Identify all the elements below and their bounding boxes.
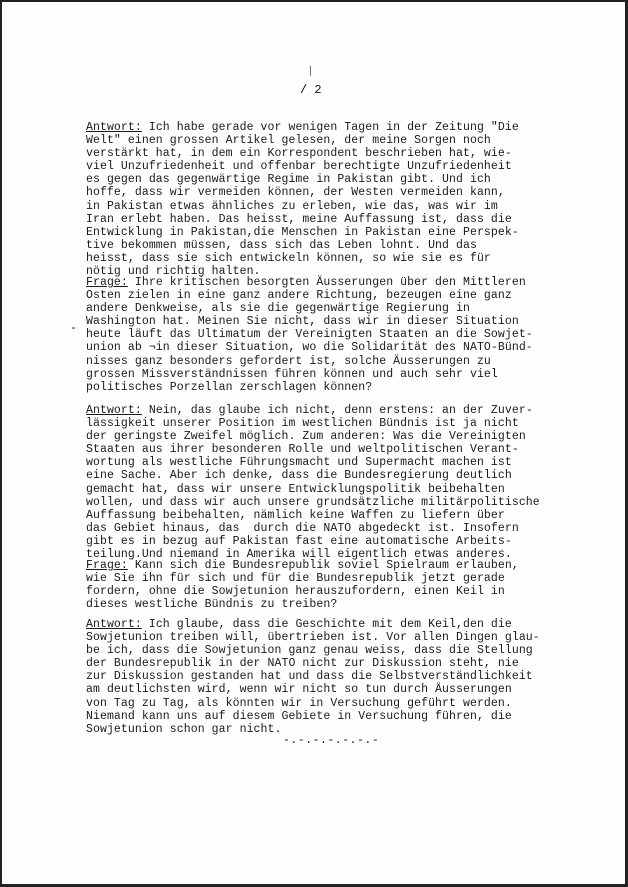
text-line: der geringste Zweifel möglich. Zum anderen: Was die Vereinigten xyxy=(86,430,526,444)
page-mark xyxy=(310,66,311,76)
text-line: wollen, und dass wir auch unsere grundsätzliche militärpolitische xyxy=(86,495,540,509)
text-line: be ich, dass die Sowjetunion ganz genau weiss, dass die Stellung xyxy=(86,644,533,658)
margin-dash: - xyxy=(70,322,77,335)
text-line: fordern, ohne die Sowjetunion herauszufordern, einen Keil in xyxy=(86,585,505,599)
answer-section xyxy=(86,618,586,736)
scan-border-left xyxy=(0,0,2,887)
text-line: heute läuft das Ultimatum der Vereinigten Staaten an die Sowjet- xyxy=(86,328,533,342)
answer-section xyxy=(86,121,586,278)
text-line: Auffassung beibehalten, nämlich keine Waffen zu liefern über xyxy=(86,508,505,522)
text-line: gemacht hat, dass wir unsere Entwicklungspolitik beibehalten xyxy=(86,482,505,496)
text-line: hoffe, dass wir vermeiden können, der Westen vermeiden kann, xyxy=(86,186,505,200)
text-line: andere Denkweise, als sie die gegenwärtige Regierung in xyxy=(86,302,470,316)
text-line: Niemand kann uns auf diesem Gebiete in Versuchung führen, die xyxy=(86,709,512,723)
text-line: grossen Missverständnissen führen können und auch sehr viel xyxy=(86,367,498,381)
speaker-label: Antwort: xyxy=(86,404,142,417)
text-line: in Pakistan etwas ähnliches zu erleben, wie das, was wir im xyxy=(86,199,498,213)
text-line: dieses westliche Bündnis zu treiben? xyxy=(86,598,338,612)
text-line: Staaten aus ihrer besonderen Rolle und weltpolitischen Verant- xyxy=(86,443,519,457)
text-line: teilung.Und niemand in Amerika will eigentlich etwas anderes. xyxy=(86,548,512,562)
text-line: Frage: Ihre kritischen besorgten Äusserungen über den Mittleren xyxy=(86,276,526,289)
text-line: wie Sie ihn für sich und für die Bundesrepublik jetzt gerade xyxy=(86,572,505,586)
text-line: von Tag zu Tag, als könnten wir in Versuchung geführt werden. xyxy=(86,696,512,710)
speaker-label: Frage: xyxy=(86,559,128,572)
end-mark: -.-.-.-.-.-.- xyxy=(283,734,380,747)
text-line: politisches Porzellan zerschlagen können? xyxy=(86,380,373,394)
text-line: das Gebiet hinaus, das durch die NATO abgedeckt ist. Insofern xyxy=(86,521,519,535)
text-line: lässigkeit unserer Position im westlichen Bündnis ist ja nicht xyxy=(86,417,519,431)
text-line: viel Unzufriedenheit und offenbar berechtigte Unzufriedenheit xyxy=(86,160,512,174)
text-line: verstärkt hat, in dem ein Korrespondent beschrieben hat, wie- xyxy=(86,147,512,161)
text-line: am deutlichsten wird, wenn wir nicht so tun durch Äusserungen xyxy=(86,683,512,697)
text-line: Osten zielen in eine ganz andere Richtung, bezeugen eine ganz xyxy=(86,289,512,303)
text-line: nisses ganz besonders gefordert ist, solche Äusserungen zu xyxy=(86,354,491,368)
text-line: Washington hat. Meinen Sie nicht, dass wir in dieser Situation xyxy=(86,315,519,329)
text-line: der Bundesrepublik in der NATO nicht zur Diskussion steht, nie xyxy=(86,657,519,671)
text-line: es gegen das gegenwärtige Regime in Pakistan gibt. Und ich xyxy=(86,173,491,187)
text-line: Antwort: Ich glaube, dass die Geschichte mit dem Keil,den die xyxy=(86,618,512,631)
answer-section xyxy=(86,404,586,561)
text-line: eine Sache. Aber ich denke, dass die Bundesregierung deutlich xyxy=(86,469,512,483)
text-line: wortung als westliche Führungsmacht und Supermacht machen ist xyxy=(86,456,512,470)
speaker-label: Antwort: xyxy=(86,121,142,134)
text-line: union ab ¬in dieser Situation, wo die Solidarität des NATO-Bünd- xyxy=(86,341,533,355)
text-line: Frage: Kann sich die Bundesrepublik soviel Spielraum erlauben, xyxy=(86,559,519,572)
text-line: Antwort: Ich habe gerade vor wenigen Tagen in der Zeitung "Die xyxy=(86,121,519,134)
scan-border-top xyxy=(0,0,628,2)
text-line: zur Diskussion gestanden hat und dass die Selbstverständlichkeit xyxy=(86,670,533,684)
question-section xyxy=(86,276,586,394)
text-line: Sowjetunion treiben will, übertrieben ist. Vor allen Dingen glau- xyxy=(86,631,540,645)
text-line: Antwort: Nein, das glaube ich nicht, denn erstens: an der Zuver- xyxy=(86,404,533,417)
text-line: Iran erlebt haben. Das heisst, meine Auffassung ist, dass die xyxy=(86,212,512,226)
text-line: tive bekommen müssen, dass sich das Leben lohnt. Und das xyxy=(86,238,477,252)
speaker-label: Frage: xyxy=(86,276,128,289)
question-section xyxy=(86,559,586,611)
text-line: Sowjetunion schon gar nicht. xyxy=(86,722,282,736)
page-number: / 2 xyxy=(300,83,322,97)
text-line: nötig und richtig halten. xyxy=(86,265,261,279)
text-line: gibt es in bezug auf Pakistan fast eine automatische Arbeits- xyxy=(86,534,512,548)
text-line: Entwicklung in Pakistan,die Menschen in Pakistan eine Perspek- xyxy=(86,225,519,239)
speaker-label: Antwort: xyxy=(86,618,142,631)
text-line: Welt" einen grossen Artikel gelesen, der meine Sorgen noch xyxy=(86,134,491,148)
text-line: heisst, dass sie sich entwickeln können, so wie sie es für xyxy=(86,251,491,265)
